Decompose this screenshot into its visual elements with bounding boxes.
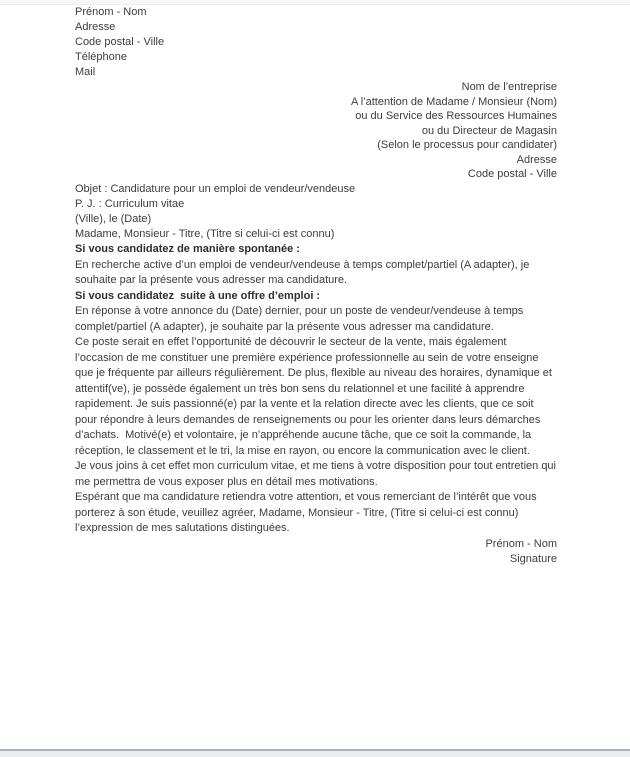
sender-mail: Mail bbox=[75, 66, 96, 78]
sender-address: Adresse bbox=[75, 21, 116, 33]
letter-document bbox=[0, 5, 630, 568]
recipient-company: Nom de l’entreprise bbox=[461, 81, 557, 93]
section-heading-spontaneous: Si vous candidatez de manière spontanée : bbox=[75, 243, 300, 255]
section-heading-job-offer: Si vous candidatez suite à une offre d’emploi : bbox=[75, 289, 321, 302]
paragraph-motivation: Ce poste serait en effet l’opportunité de découvrir le secteur de la vente, mais également l’occasion de me constituer une première expérience professionnelle au sein de votre enseigne que je fréquente par ailleurs régulièrement. De plus, flexible au niveau des horaires, dynamique et attentif(ve), je possède également un très bon sens du relationnel et une facilité à apprendre rapidement. Je suis passionné(e) par la vente et la relation directe avec les clients, que ce soit pour répondre à leurs demandes de renseignements ou pour les orienter dans leurs démarches d’achats. Motivé(e) et volontaire, je n’appréhende aucune tâche, que ce soit la commande, la réception, le classement et le tri, la mise en rayon, ou encore la communication avec le client. bbox=[75, 336, 556, 457]
sender-name: Prénom - Nom bbox=[75, 6, 147, 18]
place-date-line: (Ville), le (Date) bbox=[75, 212, 152, 225]
signature-label: Signature bbox=[509, 553, 557, 565]
signoff-name: Prénom - Nom bbox=[485, 537, 557, 550]
section-body-spontaneous: En recherche active d’un emploi de vendeur/vendeuse à temps complet/partiel (A adapter), je souhaite par la présente vous adresser ma candidature. bbox=[75, 258, 533, 286]
recipient-attention: A l’attention de Madame / Monsieur (Nom) bbox=[350, 95, 557, 108]
attachment-line: P. J. : Curriculum vitae bbox=[75, 197, 185, 210]
letter-meta-block bbox=[75, 182, 557, 227]
paragraph-cv-attached: Je vous joins à cet effet mon curriculum vitae, et me tiens à votre disposition pour tout entretien qui me permettra de vous exposer plus en détail mes motivations. bbox=[75, 460, 560, 488]
recipient-block bbox=[75, 80, 557, 182]
recipient-hr-service: ou du Service des Ressources Humaines bbox=[355, 110, 557, 122]
recipient-postal-city: Code postal - Ville bbox=[467, 168, 557, 180]
recipient-process-note: (Selon le processus pour candidater) bbox=[377, 139, 557, 151]
sender-block bbox=[75, 5, 557, 80]
section-job-offer bbox=[75, 289, 557, 336]
page-bottom-bar bbox=[0, 749, 630, 757]
sender-postal-city: Code postal - Ville bbox=[75, 36, 165, 48]
salutation: Madame, Monsieur - Titre, (Titre si celui-ci est connu) bbox=[75, 227, 335, 240]
paragraph-closing: Espérant que ma candidature retiendra votre attention, et vous remerciant de l’intérêt que vous porterez à son étude, veuillez agréer, Madame, Monsieur - Titre, (Titre si celui-ci est connu) l’expression de mes salutations distinguées. bbox=[75, 491, 540, 534]
recipient-store-director: ou du Directeur de Magasin bbox=[421, 124, 557, 137]
recipient-address: Adresse bbox=[516, 153, 557, 166]
sender-phone: Téléphone bbox=[75, 51, 127, 63]
subject-line: Objet : Candidature pour un emploi de vendeur/vendeuse bbox=[75, 182, 356, 195]
signoff-block bbox=[75, 537, 557, 568]
section-body-job-offer: En réponse à votre annonce du (Date) dernier, pour un poste de vendeur/vendeuse à temps complet/partiel (A adapter), je souhaite par la présente vous adresser ma candidature. bbox=[75, 305, 527, 333]
section-spontaneous bbox=[75, 242, 557, 289]
